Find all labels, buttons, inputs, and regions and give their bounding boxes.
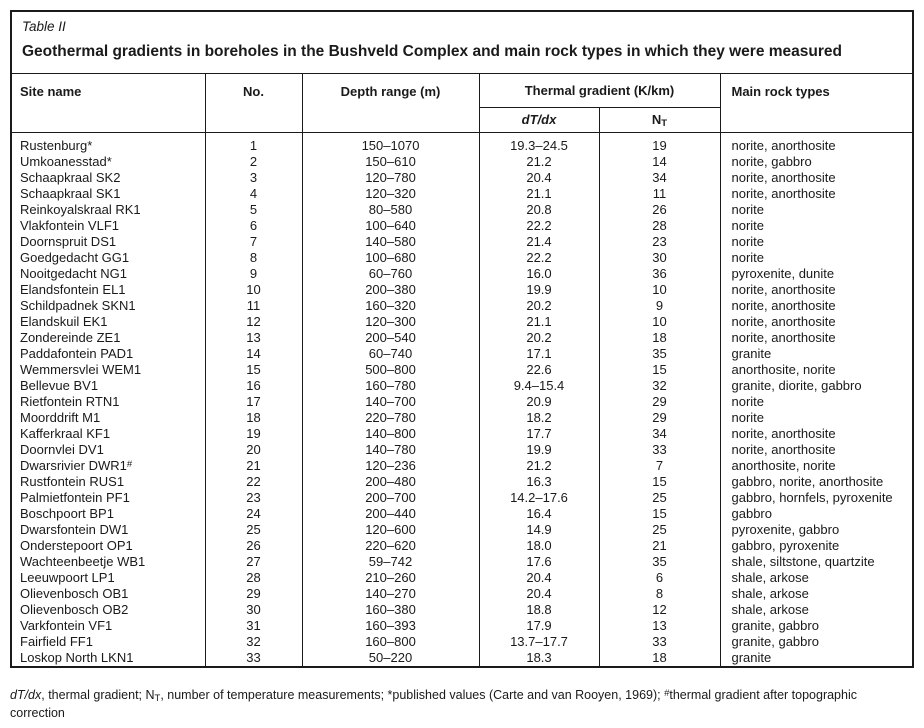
cell-site-name: Olievenbosch OB2 [12, 602, 205, 618]
cell-no: 21 [205, 458, 302, 474]
cell-thermal-gradient: 21.4 [479, 234, 599, 250]
cell-thermal-gradient: 18.0 [479, 538, 599, 554]
cell-main-rock-types: granite [731, 649, 772, 665]
col-header-thermal-gradient: Thermal gradient (K/km) [479, 74, 720, 107]
cell-nt: 28 [599, 218, 720, 234]
cell-nt: 7 [599, 458, 720, 474]
cell-thermal-gradient: 17.6 [479, 554, 599, 570]
table-row [12, 170, 912, 186]
cell-main-rock-types: norite [731, 409, 765, 425]
cell-site-name: Schaapkraal SK1 [12, 186, 205, 202]
cell-thermal-gradient: 22.2 [479, 250, 599, 266]
cell-site-name: Wachteenbeetje WB1 [12, 554, 205, 570]
cell-depth-range: 140–270 [302, 586, 479, 602]
cell-no: 4 [205, 186, 302, 202]
cell-main-rock-types: norite, anorthosite [731, 169, 836, 185]
table-row [12, 378, 912, 394]
cell-depth-range: 59–742 [302, 554, 479, 570]
table-row [12, 442, 912, 458]
cell-no: 31 [205, 618, 302, 634]
cell-thermal-gradient: 21.2 [479, 458, 599, 474]
table-row [12, 554, 912, 570]
cell-thermal-gradient: 20.4 [479, 170, 599, 186]
cell-main-rock-types: gabbro, pyroxenite [731, 537, 840, 553]
cell-no: 2 [205, 154, 302, 170]
table-row [12, 298, 912, 314]
cell-main-rock-types: gabbro, norite, anorthosite [731, 473, 884, 489]
cell-depth-range: 160–800 [302, 634, 479, 650]
cell-thermal-gradient: 20.8 [479, 202, 599, 218]
caption-area [12, 12, 912, 74]
cell-nt: 10 [599, 282, 720, 298]
cell-site-name: Olievenbosch OB1 [12, 586, 205, 602]
table-row [12, 458, 912, 474]
cell-nt: 25 [599, 490, 720, 506]
cell-thermal-gradient: 21.2 [479, 154, 599, 170]
cell-thermal-gradient: 16.0 [479, 266, 599, 282]
col-header-depth-range: Depth range (m) [302, 74, 479, 132]
cell-depth-range: 220–780 [302, 410, 479, 426]
cell-depth-range: 160–320 [302, 298, 479, 314]
cell-no: 12 [205, 314, 302, 330]
cell-site-name: Bellevue BV1 [12, 378, 205, 394]
cell-nt: 12 [599, 602, 720, 618]
cell-depth-range: 120–780 [302, 170, 479, 186]
cell-no: 10 [205, 282, 302, 298]
cell-thermal-gradient: 14.2–17.6 [479, 490, 599, 506]
cell-site-name: Fairfield FF1 [12, 634, 205, 650]
cell-main-rock-types: norite [731, 201, 765, 217]
cell-main-rock-types: pyroxenite, gabbro [731, 521, 840, 537]
cell-site-name: Kafferkraal KF1 [12, 426, 205, 442]
cell-depth-range: 140–800 [302, 426, 479, 442]
cell-thermal-gradient: 17.7 [479, 426, 599, 442]
cell-thermal-gradient: 21.1 [479, 186, 599, 202]
cell-site-name: Schaapkraal SK2 [12, 170, 205, 186]
table-row [12, 618, 912, 634]
cell-nt: 34 [599, 426, 720, 442]
cell-no: 24 [205, 506, 302, 522]
cell-depth-range: 100–680 [302, 250, 479, 266]
cell-thermal-gradient: 20.4 [479, 570, 599, 586]
table-row [12, 218, 912, 234]
cell-site-name: Leeuwpoort LP1 [12, 570, 205, 586]
table-row [12, 202, 912, 218]
col-header-nt: $N_T$ [599, 107, 720, 132]
cell-thermal-gradient: 22.2 [479, 218, 599, 234]
cell-main-rock-types: norite [731, 217, 765, 233]
cell-depth-range: 60–740 [302, 346, 479, 362]
cell-no: 19 [205, 426, 302, 442]
cell-no: 15 [205, 362, 302, 378]
table-row [12, 586, 912, 602]
table-row [12, 266, 912, 282]
cell-nt: 34 [599, 170, 720, 186]
table-row [12, 474, 912, 490]
cell-nt: 6 [599, 570, 720, 586]
cell-site-name: Moorddrift M1 [12, 410, 205, 426]
cell-site-name: Doornspruit DS1 [12, 234, 205, 250]
cell-nt: 29 [599, 394, 720, 410]
cell-main-rock-types: shale, siltstone, quartzite [731, 553, 875, 569]
cell-thermal-gradient: 9.4–15.4 [479, 378, 599, 394]
cell-nt: 18 [599, 650, 720, 666]
table-row [12, 330, 912, 346]
footnote-nt-subscript: T [154, 693, 161, 704]
table-row [12, 234, 912, 250]
cell-site-name: Dwarsrivier DWR1# [12, 458, 205, 474]
cell-depth-range: 80–580 [302, 202, 479, 218]
cell-thermal-gradient: 19.9 [479, 282, 599, 298]
cell-no: 17 [205, 394, 302, 410]
table-row [12, 570, 912, 586]
cell-site-name: Goedgedacht GG1 [12, 250, 205, 266]
cell-nt: 35 [599, 346, 720, 362]
cell-depth-range: 200–380 [302, 282, 479, 298]
table-row [12, 522, 912, 538]
cell-thermal-gradient: 16.4 [479, 506, 599, 522]
cell-no: 29 [205, 586, 302, 602]
cell-nt: 33 [599, 634, 720, 650]
table-row [12, 538, 912, 554]
cell-depth-range: 200–540 [302, 330, 479, 346]
footnote: dT/dx, thermal gradient; $N_T$, number of temperature measurements; *published values (Carte and van Rooyen, 1969); #thermal gradient after topographic correction [10, 688, 857, 720]
cell-depth-range: 120–236 [302, 458, 479, 474]
cell-depth-range: 200–440 [302, 506, 479, 522]
cell-depth-range: 220–620 [302, 538, 479, 554]
cell-nt: 15 [599, 474, 720, 490]
cell-thermal-gradient: 20.4 [479, 586, 599, 602]
cell-depth-range: 50–220 [302, 650, 479, 666]
cell-depth-range: 120–600 [302, 522, 479, 538]
cell-nt: 19 [599, 132, 720, 154]
cell-thermal-gradient: 18.8 [479, 602, 599, 618]
cell-main-rock-types: shale, arkose [731, 601, 809, 617]
cell-site-name: Elandskuil EK1 [12, 314, 205, 330]
cell-main-rock-types: norite, gabbro [731, 153, 812, 169]
footnote-gradient-symbol: dT/dx [10, 688, 42, 702]
cell-no: 11 [205, 298, 302, 314]
cell-main-rock-types: granite, diorite, gabbro [731, 377, 862, 393]
cell-thermal-gradient: 20.2 [479, 298, 599, 314]
cell-thermal-gradient: 14.9 [479, 522, 599, 538]
cell-depth-range: 150–1070 [302, 132, 479, 154]
cell-depth-range: 210–260 [302, 570, 479, 586]
table-row [12, 634, 912, 650]
cell-main-rock-types: norite, anorthosite [731, 425, 836, 441]
data-table [12, 74, 912, 666]
cell-depth-range: 160–780 [302, 378, 479, 394]
cell-site-name: Zondereinde ZE1 [12, 330, 205, 346]
cell-site-name: Onderstepoort OP1 [12, 538, 205, 554]
cell-no: 16 [205, 378, 302, 394]
table-header [12, 74, 912, 132]
table-row [12, 426, 912, 442]
cell-nt: 15 [599, 506, 720, 522]
cell-site-name: Nooitgedacht NG1 [12, 266, 205, 282]
cell-no: 28 [205, 570, 302, 586]
table-row [12, 410, 912, 426]
cell-main-rock-types: norite, anorthosite [731, 329, 836, 345]
cell-depth-range: 60–760 [302, 266, 479, 282]
cell-no: 25 [205, 522, 302, 538]
table-row [12, 490, 912, 506]
cell-site-name: Vlakfontein VLF1 [12, 218, 205, 234]
cell-nt: 9 [599, 298, 720, 314]
cell-site-name: Umkoanesstad* [12, 154, 205, 170]
table-row [12, 506, 912, 522]
cell-nt: 35 [599, 554, 720, 570]
cell-nt: 10 [599, 314, 720, 330]
cell-no: 26 [205, 538, 302, 554]
cell-nt: 11 [599, 186, 720, 202]
cell-thermal-gradient: 17.9 [479, 618, 599, 634]
cell-thermal-gradient: 22.6 [479, 362, 599, 378]
cell-no: 27 [205, 554, 302, 570]
cell-depth-range: 100–640 [302, 218, 479, 234]
cell-depth-range: 120–320 [302, 186, 479, 202]
cell-no: 22 [205, 474, 302, 490]
cell-depth-range: 160–380 [302, 602, 479, 618]
cell-main-rock-types: anorthosite, norite [731, 457, 836, 473]
table-row [12, 602, 912, 618]
table-row [12, 650, 912, 666]
cell-no: 7 [205, 234, 302, 250]
cell-site-name: Palmietfontein PF1 [12, 490, 205, 506]
cell-no: 8 [205, 250, 302, 266]
cell-site-name: Rustfontein RUS1 [12, 474, 205, 490]
cell-no: 5 [205, 202, 302, 218]
cell-site-name: Boschpoort BP1 [12, 506, 205, 522]
cell-no: 20 [205, 442, 302, 458]
cell-main-rock-types: granite, gabbro [731, 617, 819, 633]
cell-thermal-gradient: 16.3 [479, 474, 599, 490]
cell-thermal-gradient: 17.1 [479, 346, 599, 362]
cell-nt: 33 [599, 442, 720, 458]
cell-depth-range: 150–610 [302, 154, 479, 170]
cell-nt: 15 [599, 362, 720, 378]
cell-thermal-gradient: 13.7–17.7 [479, 634, 599, 650]
cell-no: 33 [205, 650, 302, 666]
table-row [12, 132, 912, 154]
cell-no: 6 [205, 218, 302, 234]
cell-thermal-gradient: 19.9 [479, 442, 599, 458]
header-row-top [12, 74, 912, 107]
cell-depth-range: 120–300 [302, 314, 479, 330]
cell-depth-range: 160–393 [302, 618, 479, 634]
cell-nt: 18 [599, 330, 720, 346]
cell-site-name: Dwarsfontein DW1 [12, 522, 205, 538]
col-header-main-rock-types: Main rock types [731, 84, 830, 99]
cell-nt: 8 [599, 586, 720, 602]
cell-nt: 32 [599, 378, 720, 394]
cell-no: 32 [205, 634, 302, 650]
cell-nt: 26 [599, 202, 720, 218]
cell-site-name: Rietfontein RTN1 [12, 394, 205, 410]
cell-main-rock-types: pyroxenite, dunite [731, 265, 835, 281]
cell-no: 30 [205, 602, 302, 618]
cell-depth-range: 140–580 [302, 234, 479, 250]
cell-main-rock-types: gabbro, hornfels, pyroxenite [731, 489, 893, 505]
cell-thermal-gradient: 20.9 [479, 394, 599, 410]
cell-main-rock-types: anorthosite, norite [731, 361, 836, 377]
cell-no: 14 [205, 346, 302, 362]
cell-nt: 21 [599, 538, 720, 554]
cell-main-rock-types: norite, anorthosite [731, 441, 836, 457]
cell-thermal-gradient: 18.3 [479, 650, 599, 666]
cell-no: 3 [205, 170, 302, 186]
cell-site-name: Elandsfontein EL1 [12, 282, 205, 298]
table-row [12, 154, 912, 170]
col-header-no: No. [205, 74, 302, 132]
cell-site-name: Varkfontein VF1 [12, 618, 205, 634]
table-row [12, 186, 912, 202]
cell-main-rock-types: norite [731, 249, 765, 265]
table-row [12, 346, 912, 362]
cell-main-rock-types: shale, arkose [731, 569, 809, 585]
cell-nt: 23 [599, 234, 720, 250]
cell-nt: 13 [599, 618, 720, 634]
cell-site-name: Doornvlei DV1 [12, 442, 205, 458]
cell-nt: 30 [599, 250, 720, 266]
cell-main-rock-types: norite, anorthosite [731, 297, 836, 313]
table-frame [10, 10, 914, 668]
cell-thermal-gradient: 20.2 [479, 330, 599, 346]
cell-site-name: Wemmersvlei WEM1 [12, 362, 205, 378]
table-row [12, 250, 912, 266]
table-row [12, 362, 912, 378]
cell-depth-range: 500–800 [302, 362, 479, 378]
cell-site-name: Rustenburg* [12, 132, 205, 154]
col-header-site-name: Site name [12, 74, 205, 132]
cell-no: 1 [205, 132, 302, 154]
cell-main-rock-types: norite, anorthosite [731, 313, 836, 329]
table-row [12, 314, 912, 330]
cell-main-rock-types: norite, anorthosite [720, 132, 912, 154]
footnote-hash-symbol: # [664, 688, 670, 699]
cell-main-rock-types: norite, anorthosite [731, 281, 836, 297]
cell-main-rock-types: norite, anorthosite [731, 185, 836, 201]
cell-nt: 29 [599, 410, 720, 426]
table-row [12, 282, 912, 298]
cell-site-name: Reinkoyalskraal RK1 [12, 202, 205, 218]
cell-nt: 36 [599, 266, 720, 282]
col-header-dtdx: dT/dx [479, 107, 599, 132]
cell-nt: 14 [599, 154, 720, 170]
table-row [12, 394, 912, 410]
table-title: Geothermal gradients in boreholes in the Bushveld Complex and main rock types in which they were measured [22, 43, 842, 60]
cell-main-rock-types: granite [731, 345, 772, 361]
cell-thermal-gradient: 18.2 [479, 410, 599, 426]
cell-main-rock-types: norite [731, 393, 765, 409]
cell-no: 9 [205, 266, 302, 282]
cell-no: 23 [205, 490, 302, 506]
cell-nt: 25 [599, 522, 720, 538]
cell-depth-range: 200–480 [302, 474, 479, 490]
cell-depth-range: 140–700 [302, 394, 479, 410]
table-body [12, 132, 912, 666]
cell-no: 18 [205, 410, 302, 426]
cell-site-name: Schildpadnek SKN1 [12, 298, 205, 314]
cell-depth-range: 200–700 [302, 490, 479, 506]
cell-site-name: Loskop North LKN1 [12, 650, 205, 666]
cell-thermal-gradient: 21.1 [479, 314, 599, 330]
cell-depth-range: 140–780 [302, 442, 479, 458]
cell-main-rock-types: granite, gabbro [731, 633, 819, 649]
cell-main-rock-types: shale, arkose [731, 585, 809, 601]
cell-main-rock-types: norite [731, 233, 765, 249]
cell-thermal-gradient: 19.3–24.5 [479, 132, 599, 154]
cell-main-rock-types: gabbro [731, 505, 772, 521]
cell-site-name: Paddafontein PAD1 [12, 346, 205, 362]
table-label: Table II [22, 19, 66, 34]
cell-no: 13 [205, 330, 302, 346]
